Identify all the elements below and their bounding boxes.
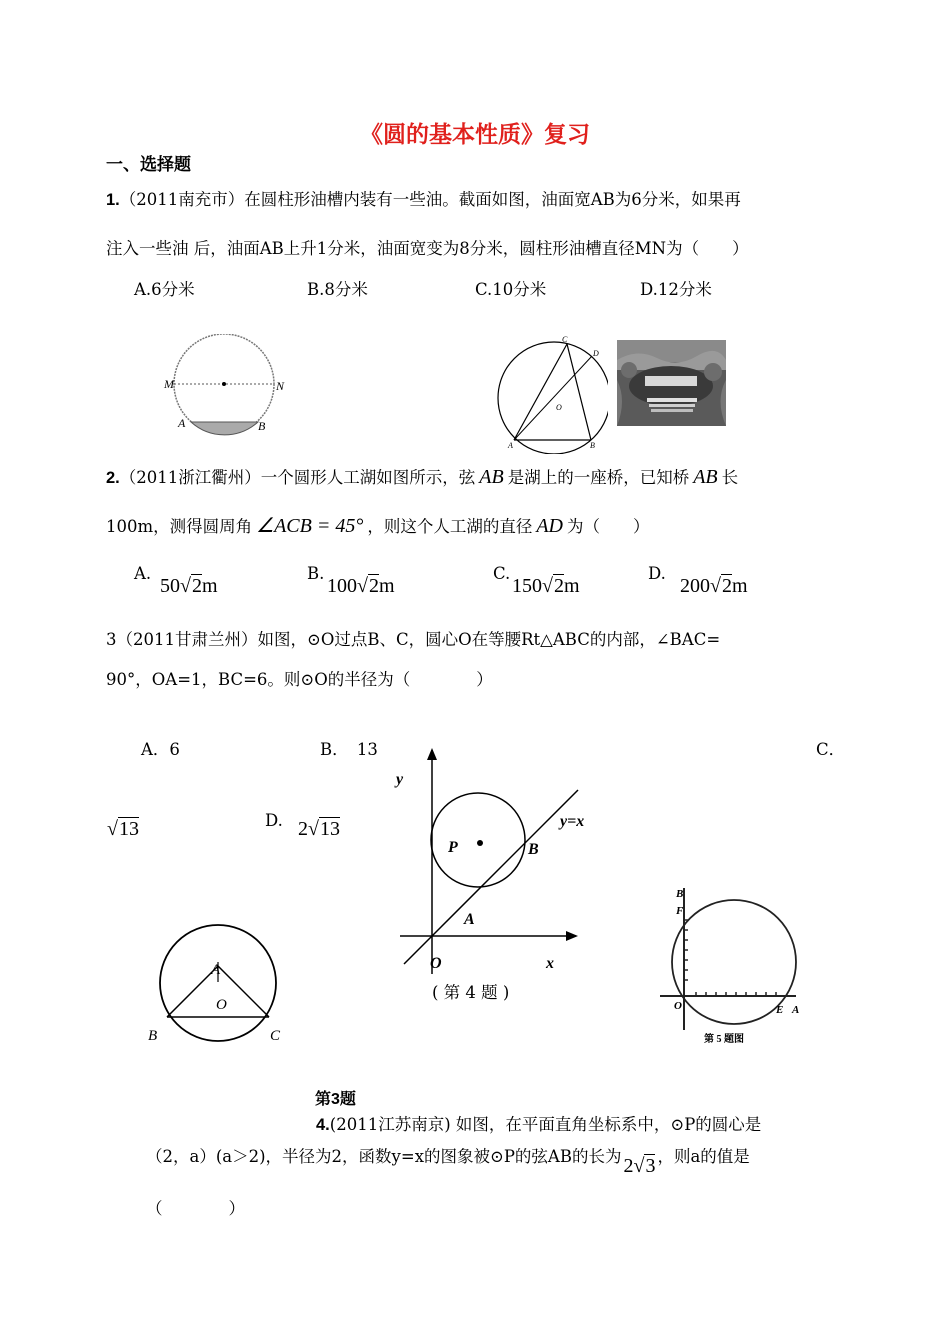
label-A: A xyxy=(792,1004,800,1016)
label-M: M xyxy=(164,377,174,391)
label-C: C xyxy=(562,335,568,344)
q2-text-1a: （2011浙江衢州）一个圆形人工湖如图所示，弦 xyxy=(119,468,476,487)
label-A: A xyxy=(178,416,186,430)
label-B: B xyxy=(528,841,539,858)
label-N: N xyxy=(276,379,285,393)
label-F: F xyxy=(676,905,684,917)
label-A: A xyxy=(464,911,475,928)
chord-length: 2√3 xyxy=(623,1155,656,1177)
coordinate-plane-figure xyxy=(390,744,590,1006)
q2-option-d-letter: D. xyxy=(648,564,666,583)
q2-number: 2. xyxy=(106,469,120,487)
q4-text-2a: （2，a）(a＞2)，半径为2，函数y=x的图象被⊙P的弦AB的长为 xyxy=(146,1147,622,1166)
label-B: B xyxy=(590,441,595,450)
q2-text-2b: ，则这个人工湖的直径 xyxy=(367,517,533,536)
q4-text-2b: ，则a的值是 xyxy=(657,1147,750,1166)
q3-option-b: B． 13 xyxy=(320,740,378,759)
q2-option-c-letter: C. xyxy=(493,564,511,583)
q1-line1 xyxy=(106,189,741,211)
q1-option-b: B.8分米 xyxy=(307,280,368,299)
q1-option-d: D.12分米 xyxy=(640,280,712,299)
q4-number: 4. xyxy=(316,1116,330,1134)
q3-option-c-value: √13 xyxy=(107,818,139,840)
label-B: B xyxy=(258,419,266,433)
q2-option-c-value: 150√2m xyxy=(512,575,580,597)
q4-line2 xyxy=(146,1145,750,1177)
q2-option-d-value: 200√2m xyxy=(680,575,748,597)
q4-line3: （ ） xyxy=(146,1199,245,1218)
lake-bridge-photo xyxy=(617,340,726,426)
q2-line1 xyxy=(106,466,738,489)
q1-option-a: A.6分米 xyxy=(134,280,195,299)
q2-line2 xyxy=(106,515,650,538)
q3-line2: 90°，OA=1，BC=6。则⊙O的半径为（ ） xyxy=(106,670,493,689)
q1-text-1: （2011南充市）在圆柱形油槽内装有一些油。截面如图，油面宽AB为6分米，如果再 xyxy=(119,190,741,209)
q3-option-d: D. xyxy=(265,811,283,830)
label-O: O xyxy=(556,403,562,412)
q4-line1 xyxy=(316,1114,761,1136)
label-B: B xyxy=(676,888,684,900)
q2-option-b-letter: B. xyxy=(307,564,325,583)
label-x: x xyxy=(546,955,554,972)
label-y-equals-x: y=x xyxy=(560,813,585,830)
triangle-circle-figure xyxy=(140,924,300,1054)
page-title: 《圆的基本性质》复习 xyxy=(360,122,590,148)
chord-AB: AB xyxy=(479,466,504,488)
label-A: A xyxy=(211,962,221,978)
lake-circle-figure xyxy=(496,334,608,454)
label-D: D xyxy=(593,349,599,358)
q2-text-1b: 是湖上的一座桥，已知桥 xyxy=(507,468,690,487)
q4-text-1: (2011江苏南京) 如图，在平面直角坐标系中，⊙P的圆心是 xyxy=(329,1115,762,1134)
label-B: B xyxy=(148,1028,158,1044)
q3-option-a: A．6 xyxy=(141,740,180,759)
q1-line2: 注入一些油 后，油面AB上升1分米，油面宽变为8分米，圆柱形油槽直径MN为（ ） xyxy=(106,239,749,258)
label-P: P xyxy=(448,839,458,856)
diameter-AD: AD xyxy=(536,515,564,537)
label-E: E xyxy=(776,1004,784,1016)
label-O: O xyxy=(430,955,442,972)
label-O: O xyxy=(216,997,227,1013)
fig5-caption: 第 5 题图 xyxy=(704,1034,744,1045)
q2-option-b-value: 100√2m xyxy=(327,575,395,597)
chord-AB-2: AB xyxy=(693,466,718,488)
oil-tank-figure xyxy=(160,334,300,440)
q3-figure-caption: 第3题 xyxy=(315,1091,356,1108)
q2-text-1c: 长 xyxy=(721,468,739,487)
q1-number: 1. xyxy=(106,191,120,209)
q3-option-d-value: 2√13 xyxy=(298,818,340,840)
label-O: O xyxy=(674,1000,682,1012)
q3-option-c: C． xyxy=(816,740,846,759)
section-heading: 一、选择题 xyxy=(106,155,191,175)
q1-option-c: C.10分米 xyxy=(475,280,547,299)
fig4-caption: ( 第 4 题 ) xyxy=(432,983,510,1002)
q2-text-2c: 为（ ） xyxy=(567,517,650,536)
q3-line1: 3（2011甘肃兰州）如图，⊙O过点B、C，圆心O在等腰Rt△ABC的内部，∠BAC= xyxy=(106,630,721,649)
label-A: A xyxy=(508,441,513,450)
q2-option-a-letter: A. xyxy=(134,564,152,583)
label-y: y xyxy=(396,771,404,788)
q2-option-a-value: 50√2m xyxy=(160,575,218,597)
q2-text-2a: 100m，测得圆周角 xyxy=(106,517,253,536)
circle-axes-figure xyxy=(656,880,816,1050)
angle-expression: ∠ACB = 45° xyxy=(256,515,364,537)
label-C: C xyxy=(270,1028,281,1044)
